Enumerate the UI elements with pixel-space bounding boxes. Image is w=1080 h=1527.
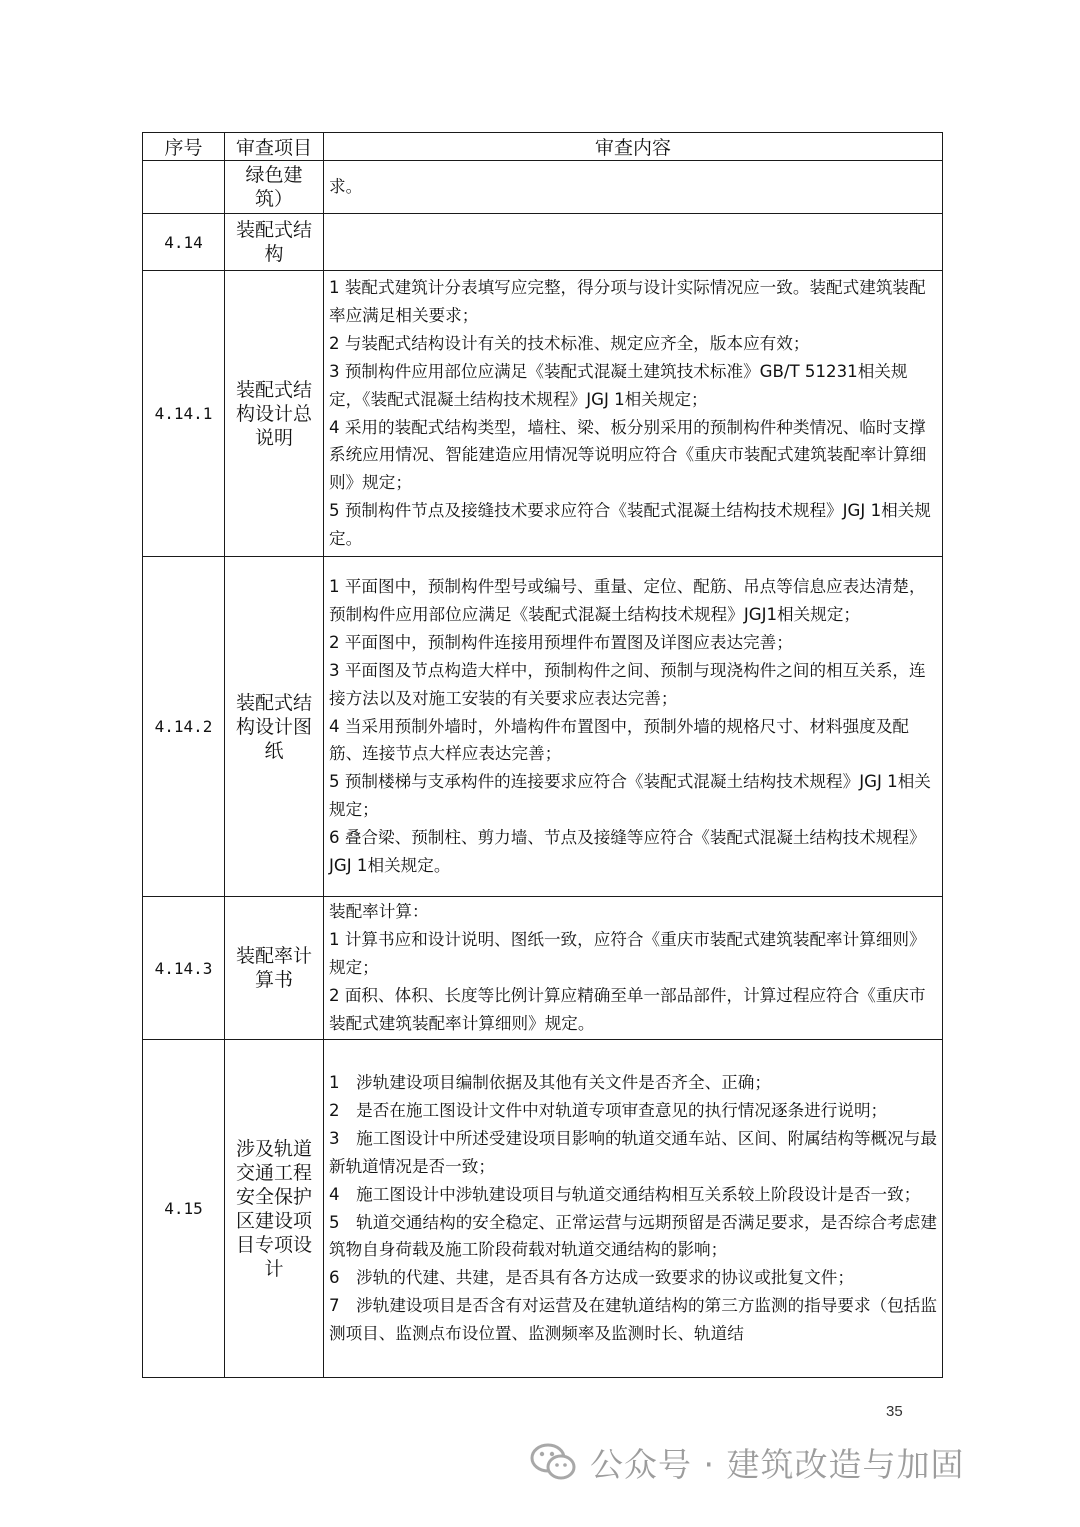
table-row — [143, 161, 943, 214]
content-line: 2 是否在施工图设计文件中对轨道专项审查意见的执行情况逐条进行说明； — [329, 1100, 888, 1120]
content-line: 4 施工图设计中涉轨建设项目与轨道交通结构相互关系较上阶段设计是否一致； — [329, 1184, 921, 1204]
row-item: 装配式结构设计总说明 — [225, 271, 324, 557]
row-item: 装配式结构设计图纸 — [225, 557, 324, 897]
content-line: 3 预制构件应用部位应满足《装配式混凝土建筑技术标准》GB/T 51231相关规定，《装配式混凝土结构技术规程》JGJ 1相关规定； — [329, 361, 908, 409]
table-header-row — [143, 133, 943, 161]
content-line: 5 预制构件节点及接缝技术要求应符合《装配式混凝土结构技术规程》JGJ 1相关规定。 — [329, 501, 931, 549]
content-line: 6 叠合梁、预制柱、剪力墙、节点及接缝等应符合《装配式混凝土结构技术规程》JGJ 1相关规定。 — [329, 828, 926, 876]
content-line: 6 涉轨的代建、共建，是否具有各方达成一致要求的协议或批复文件； — [329, 1268, 854, 1288]
row-no — [143, 161, 225, 214]
content-line: 2 与装配式结构设计有关的技术标准、规定应齐全，版本应有效； — [329, 333, 810, 353]
header-content: 审查内容 — [324, 133, 943, 161]
header-item: 审查项目 — [225, 133, 324, 161]
row-no: 4.14.3 — [143, 897, 225, 1040]
watermark — [530, 1432, 964, 1492]
table-row — [143, 1040, 943, 1378]
content-line: 7 涉轨建设项目是否含有对运营及在建轨道结构的第三方监测的指导要求（包括监测项目、监测点布设位置、监测频率及监测时长、轨道结 — [329, 1296, 937, 1344]
content-line: 2 平面图中，预制构件连接用预埋件布置图及详图应表达完善； — [329, 632, 793, 652]
page-number: 35 — [886, 1403, 903, 1420]
wechat-icon — [530, 1442, 578, 1482]
content-line: 5 轨道交通结构的安全稳定、正常运营与远期预留是否满足要求，是否综合考虑建筑物自身荷载及施工阶段荷载对轨道交通结构的影响； — [329, 1212, 937, 1260]
row-content — [324, 1040, 943, 1378]
content-line: 3 施工图设计中所述受建设项目影响的轨道交通车站、区间、附属结构等概况与最新轨道情况是否一致； — [329, 1128, 937, 1176]
content-line: 4 采用的装配式结构类型，墙柱、梁、板分别采用的预制构件种类情况、临时支撑系统应用情况、智能建造应用情况等说明应符合《重庆市装配式建筑装配率计算细则》规定； — [329, 417, 927, 493]
row-item: 装配率计算书 — [225, 897, 324, 1040]
table-row — [143, 557, 943, 897]
content-line: 3 平面图及节点构造大样中，预制构件之间、预制与现浇构件之间的相互关系，连接方法以及对施工安装的有关要求应表达完善； — [329, 660, 926, 708]
row-item: 涉及轨道交通工程安全保护区建设项目专项设计 — [225, 1040, 324, 1378]
content-line: 4 当采用预制外墙时，外墙构件布置图中，预制外墙的规格尺寸、材料强度及配筋、连接节点大样应表达完善； — [329, 716, 910, 764]
content-line: 1 平面图中，预制构件型号或编号、重量、定位、配筋、吊点等信息应表达清楚，预制构件应用部位应满足《装配式混凝土结构技术规程》JGJ1相关规定； — [329, 577, 926, 624]
content-line: 5 预制楼梯与支承构件的连接要求应符合《装配式混凝土结构技术规程》JGJ 1相关规定； — [329, 772, 931, 820]
content-line: 求。 — [329, 177, 363, 197]
row-item: 装配式结构 — [225, 214, 324, 271]
watermark-text: 公众号 · 建筑改造与加固 — [590, 1444, 965, 1484]
table-row — [143, 214, 943, 271]
row-no: 4.14.1 — [143, 271, 225, 557]
content-line: 1 涉轨建设项目编制依据及其他有关文件是否齐全、正确； — [329, 1072, 771, 1092]
table-row — [143, 897, 943, 1040]
row-no: 4.14 — [143, 214, 225, 271]
content-line: 装配率计算： — [329, 902, 429, 922]
row-no: 4.14.2 — [143, 557, 225, 897]
content-line: 1 计算书应和设计说明、图纸一致，应符合《重庆市装配式建筑装配率计算细则》规定； — [329, 930, 926, 978]
row-content — [324, 897, 943, 1040]
row-content — [324, 161, 943, 214]
row-item: 绿色建筑） — [225, 161, 324, 214]
row-content — [324, 214, 943, 271]
row-content — [324, 271, 943, 557]
content-line: 2 面积、体积、长度等比例计算应精确至单一部品部件，计算过程应符合《重庆市装配式建筑装配率计算细则》规定。 — [329, 985, 926, 1033]
header-no: 序号 — [143, 133, 225, 161]
content-line: 1 装配式建筑计分表填写应完整，得分项与设计实际情况应一致。装配式建筑装配率应满足相关要求； — [329, 277, 926, 325]
review-table — [142, 132, 943, 1378]
row-no: 4.15 — [143, 1040, 225, 1378]
row-content — [324, 557, 943, 897]
table-row — [143, 271, 943, 557]
